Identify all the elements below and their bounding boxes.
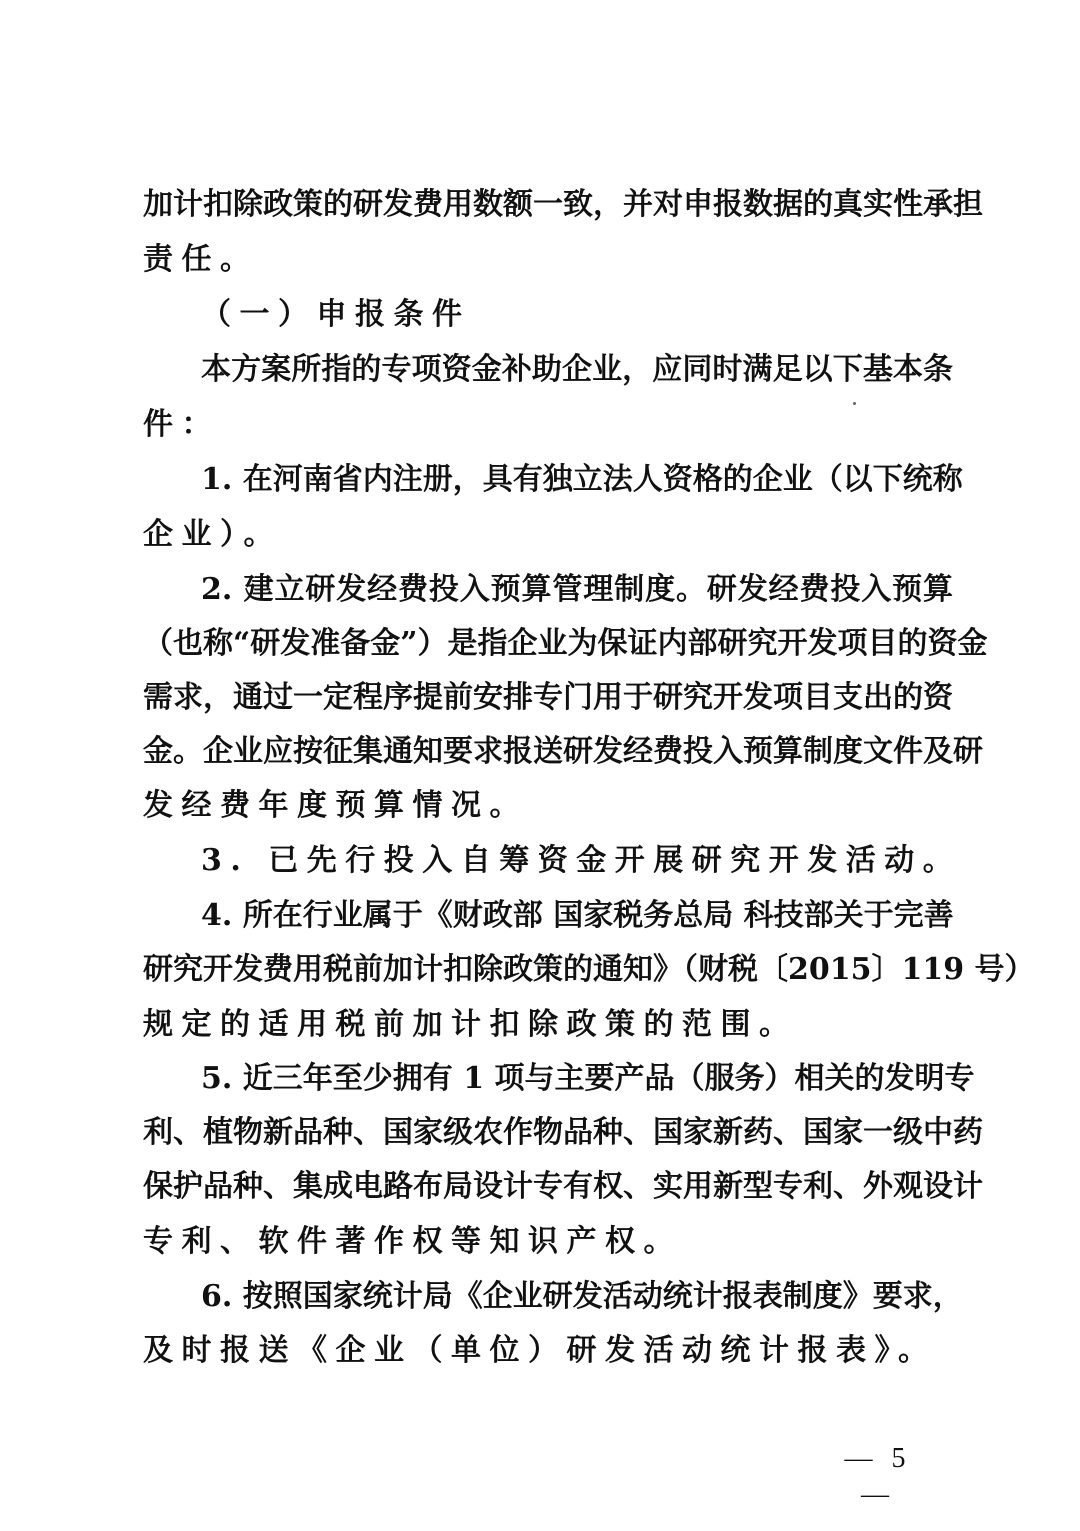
scan-dot-mark [853,402,856,405]
body-text-line: 及时报送《企业（单位）研发活动统计报表》。 [143,1333,937,1368]
body-text-line: 责任。 [143,242,259,277]
body-text-line: 加计扣除政策的研发费用数额一致，并对申报数据的真实性承担 [143,187,983,222]
list-item-1: 1. 在河南省内注册，具有独立法人资格的企业（以下统称 [201,462,963,497]
body-text-line: 利、植物新品种、国家级农作物品种、国家新药、国家一级中药 [143,1115,983,1150]
body-text-line: （也称“研发准备金”）是指企业为保证内部研究开发项目的资金 [143,626,988,661]
page-number: — 5 — [844,1443,912,1510]
list-item-4: 4. 所在行业属于《财政部 国家税务总局 科技部关于完善 [201,898,954,933]
body-text-line: 规定的适用税前加计扣除政策的范围。 [143,1007,798,1042]
list-item-6: 6. 按照国家统计局《企业研发活动统计报表制度》要求， [201,1279,963,1314]
body-text-line: 发经费年度预算情况。 [143,788,528,823]
list-item-3: 3. 已先行投入自筹资金开展研究开发活动。 [201,843,962,878]
body-text-line: 专利、软件著作权等知识产权。 [143,1224,682,1259]
list-item-2: 2. 建立研发经费投入预算管理制度。研发经费投入预算 [201,572,953,607]
section-heading: （一）申报条件 [201,297,471,332]
body-text-line: 保护品种、集成电路布局设计专有权、实用新型专利、外观设计 [143,1169,983,1204]
body-text-line: 研究开发费用税前加计扣除政策的通知》（财税〔2015〕119 号） [143,952,1035,987]
list-item-5: 5. 近三年至少拥有 1 项与主要产品（服务）相关的发明专 [201,1061,975,1096]
body-text-line: 本方案所指的专项资金补助企业，应同时满足以下基本条 [201,352,953,387]
body-text-line: 需求，通过一定程序提前安排专门用于研究开发项目支出的资 [143,680,953,715]
body-text-line: 企业）。 [143,517,282,552]
body-text-line: 金。企业应按征集通知要求报送研发经费投入预算制度文件及研 [143,734,983,769]
body-text-line: 件： [143,407,220,442]
